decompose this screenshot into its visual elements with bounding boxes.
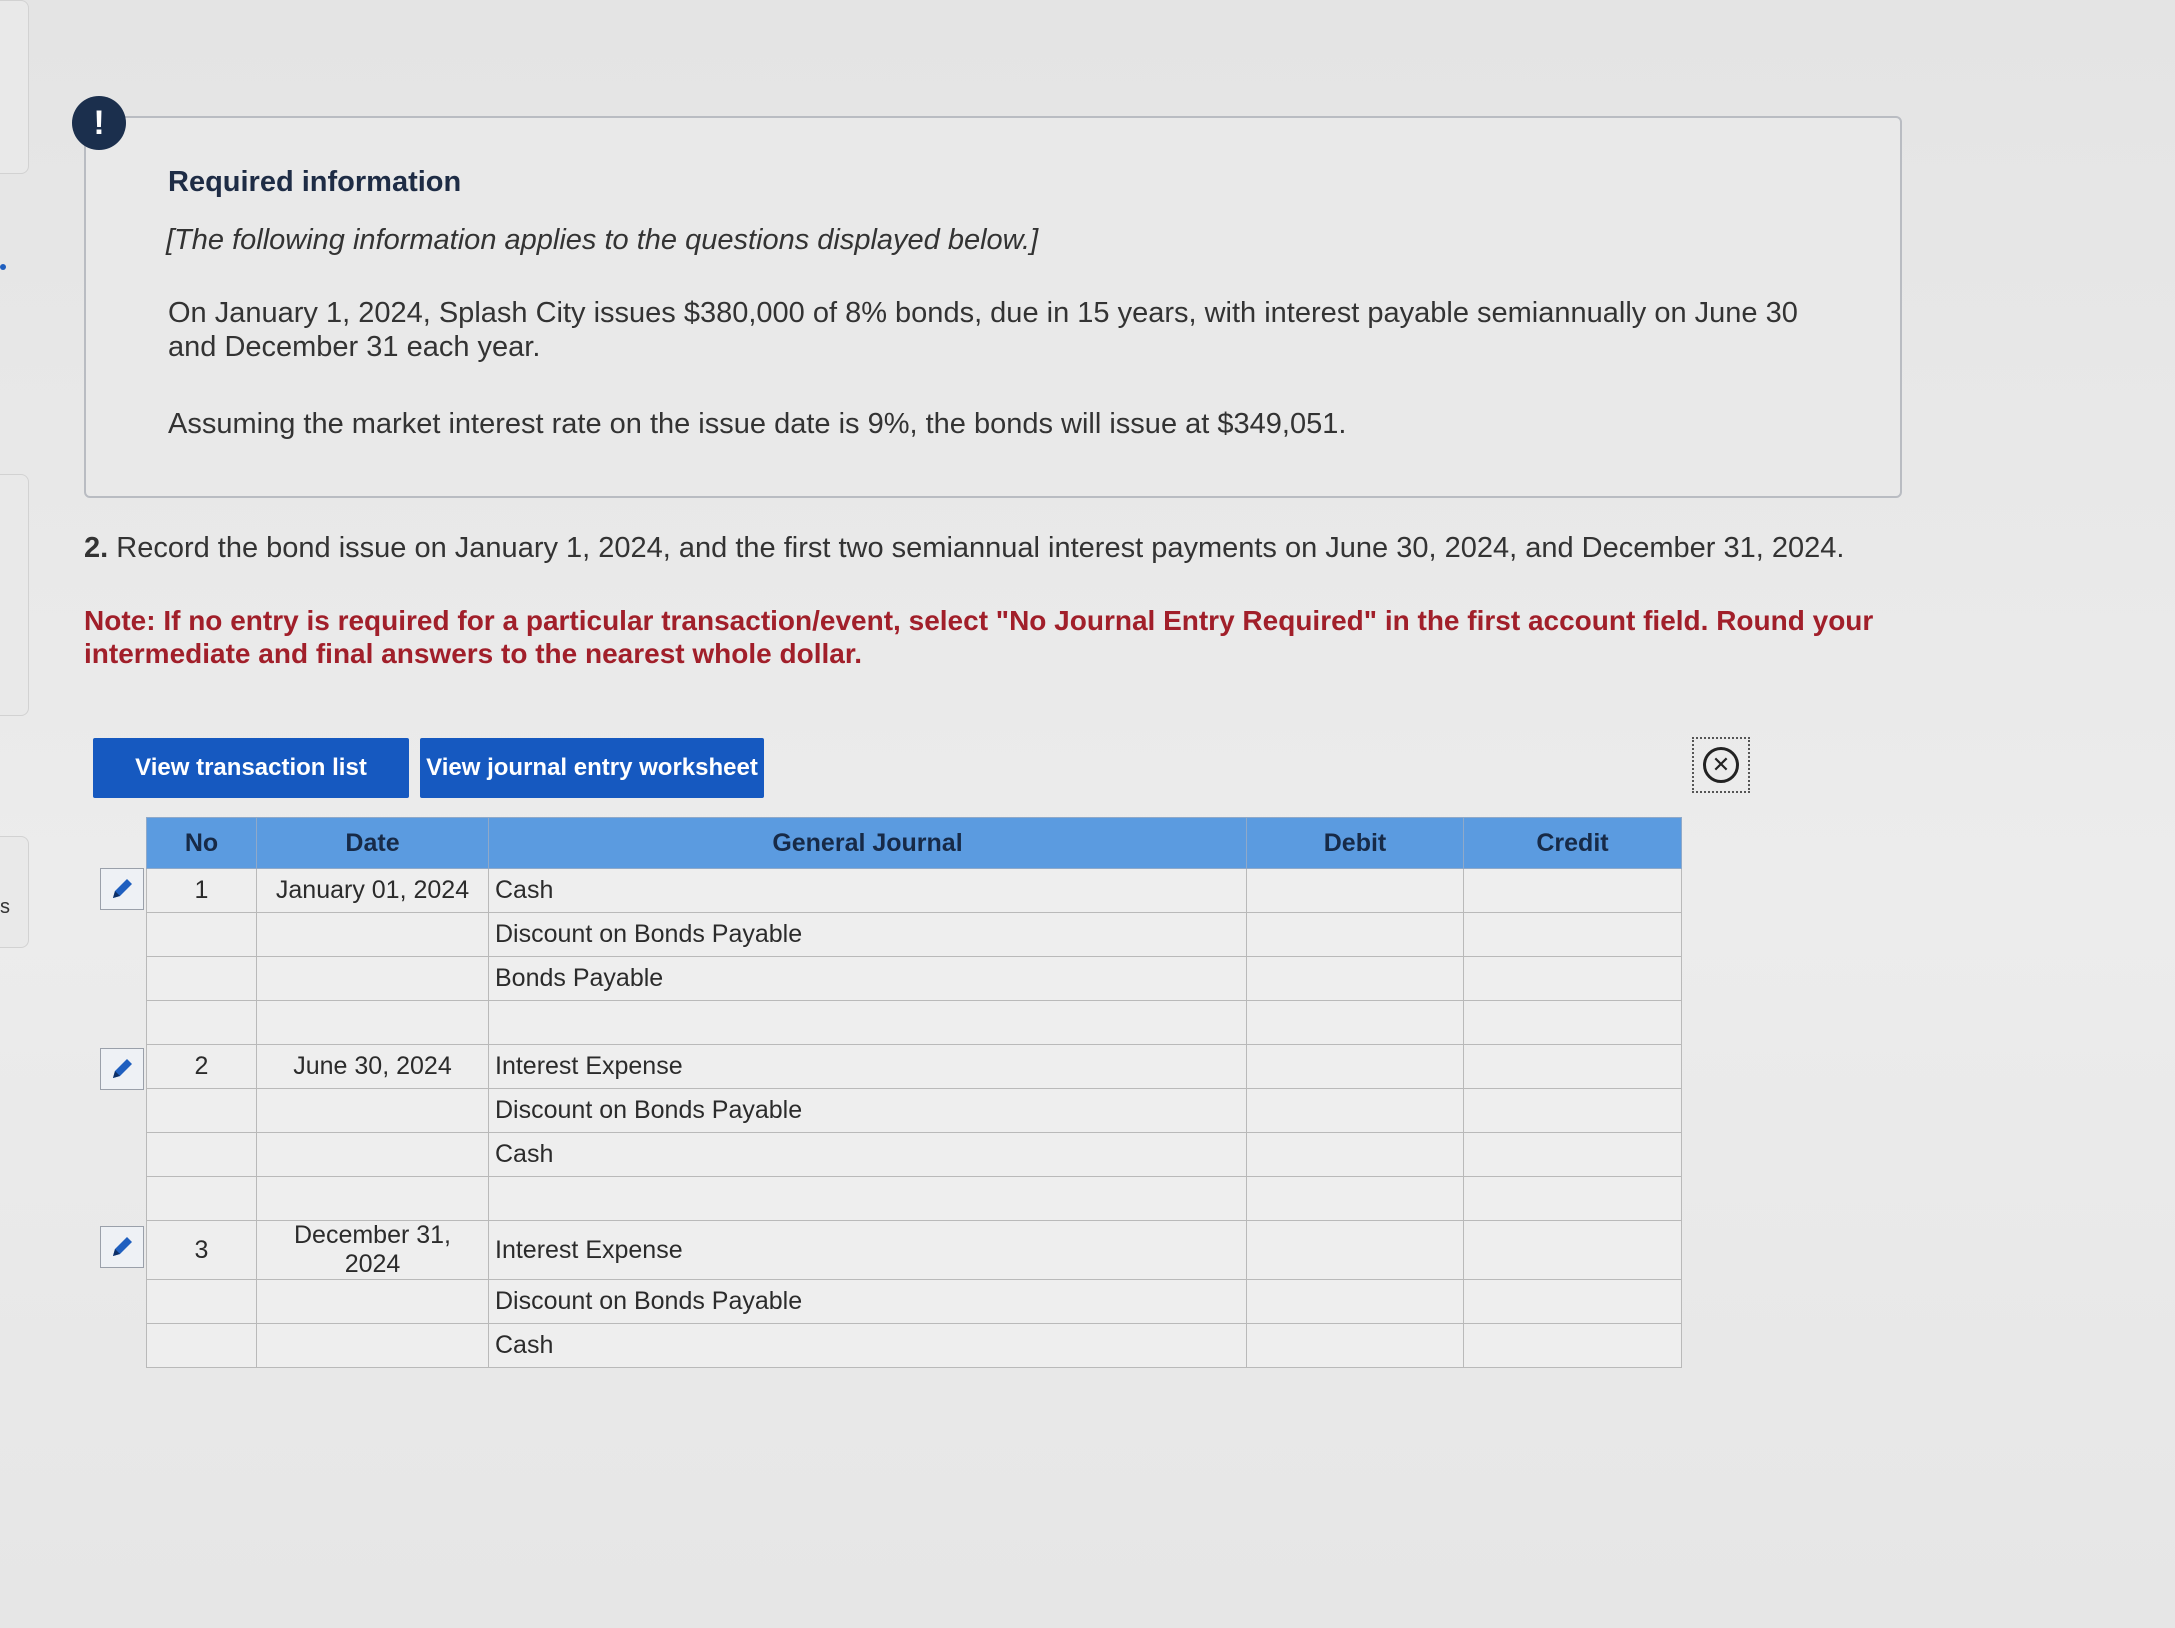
debit-cell[interactable] (1247, 1324, 1464, 1368)
entry-date (257, 1177, 489, 1221)
pencil-icon (107, 1232, 137, 1262)
account-cell[interactable] (489, 1001, 1247, 1045)
header-no: No (147, 818, 257, 869)
account-cell[interactable]: Discount on Bonds Payable (489, 1089, 1247, 1133)
account-cell[interactable]: Cash (489, 1324, 1247, 1368)
table-row (147, 1221, 1682, 1280)
market-rate-text: Assuming the market interest rate on the issue date is 9%, the bonds will issue at $349,051. (168, 408, 1347, 440)
entry-date (257, 957, 489, 1001)
view-journal-entry-worksheet-button[interactable]: View journal entry worksheet (420, 738, 764, 798)
credit-cell[interactable] (1464, 1324, 1682, 1368)
credit-cell[interactable] (1464, 1133, 1682, 1177)
edit-entry-1-button[interactable] (100, 868, 144, 910)
table-row (147, 1001, 1682, 1045)
header-general-journal: General Journal (489, 818, 1247, 869)
credit-cell[interactable] (1464, 1280, 1682, 1324)
credit-cell[interactable] (1464, 1001, 1682, 1045)
entry-date (257, 1324, 489, 1368)
header-credit: Credit (1464, 818, 1682, 869)
entry-number: 2 (147, 1045, 257, 1089)
pencil-icon (107, 1054, 137, 1084)
close-button[interactable] (1692, 737, 1750, 793)
indicator-dot (0, 264, 6, 270)
journal-table (146, 817, 1682, 1368)
close-icon: ✕ (1703, 747, 1739, 783)
entry-number: 1 (147, 869, 257, 913)
question-body: Record the bond issue on January 1, 2024, and the first two semiannual interest payments on June 30, 2024, and December 31, 2024. (116, 532, 1845, 564)
credit-cell[interactable] (1464, 957, 1682, 1001)
entry-number (147, 1133, 257, 1177)
table-row (147, 957, 1682, 1001)
credit-cell[interactable] (1464, 869, 1682, 913)
table-row (147, 1324, 1682, 1368)
account-cell[interactable]: Cash (489, 869, 1247, 913)
entry-number: 3 (147, 1221, 257, 1280)
table-row (147, 913, 1682, 957)
account-cell[interactable]: Discount on Bonds Payable (489, 1280, 1247, 1324)
entry-date: January 01, 2024 (257, 869, 489, 913)
debit-cell[interactable] (1247, 1045, 1464, 1089)
credit-cell[interactable] (1464, 1177, 1682, 1221)
header-debit: Debit (1247, 818, 1464, 869)
edit-entry-2-button[interactable] (100, 1048, 144, 1090)
entry-date (257, 1133, 489, 1177)
bond-details-text: On January 1, 2024, Splash City issues $380,000 of 8% bonds, due in 15 years, with interest payable semiannually on June 30 and December 31 each year. (168, 297, 1798, 363)
credit-cell[interactable] (1464, 1089, 1682, 1133)
entry-date (257, 913, 489, 957)
account-cell[interactable] (489, 1177, 1247, 1221)
view-transaction-list-button[interactable]: View transaction list (93, 738, 409, 798)
table-header-row (147, 818, 1682, 869)
debit-cell[interactable] (1247, 913, 1464, 957)
left-tab[interactable] (0, 0, 29, 174)
debit-cell[interactable] (1247, 1001, 1464, 1045)
edit-entry-3-button[interactable] (100, 1226, 144, 1268)
debit-cell[interactable] (1247, 957, 1464, 1001)
credit-cell[interactable] (1464, 913, 1682, 957)
question-number: 2. (84, 532, 109, 564)
credit-cell[interactable] (1464, 1221, 1682, 1280)
entry-date: December 31, 2024 (257, 1221, 489, 1280)
alert-icon: ! (72, 96, 126, 150)
entry-date (257, 1089, 489, 1133)
account-cell[interactable]: Cash (489, 1133, 1247, 1177)
entry-date (257, 1001, 489, 1045)
debit-cell[interactable] (1247, 1280, 1464, 1324)
table-row (147, 1089, 1682, 1133)
account-cell[interactable]: Discount on Bonds Payable (489, 913, 1247, 957)
table-row (147, 869, 1682, 913)
account-cell[interactable]: Interest Expense (489, 1221, 1247, 1280)
left-tab[interactable] (0, 474, 29, 716)
required-info-title: Required information (168, 166, 462, 198)
debit-cell[interactable] (1247, 1177, 1464, 1221)
account-cell[interactable]: Interest Expense (489, 1045, 1247, 1089)
debit-cell[interactable] (1247, 1221, 1464, 1280)
entry-number (147, 1280, 257, 1324)
debit-cell[interactable] (1247, 1133, 1464, 1177)
question-text (84, 532, 1884, 565)
entry-number (147, 1089, 257, 1133)
entry-number (147, 1177, 257, 1221)
pencil-icon (107, 874, 137, 904)
header-date: Date (257, 818, 489, 869)
debit-cell[interactable] (1247, 1089, 1464, 1133)
account-cell[interactable]: Bonds Payable (489, 957, 1247, 1001)
table-row (147, 1177, 1682, 1221)
credit-cell[interactable] (1464, 1045, 1682, 1089)
required-info-subtitle: [The following information applies to the questions displayed below.] (166, 224, 1039, 256)
question-note: Note: If no entry is required for a particular transaction/event, select "No Journal Entry Required" in the first account field. Round your intermediate and final answers to the nearest whole dollar. (84, 605, 1874, 669)
table-row (147, 1280, 1682, 1324)
left-tab[interactable] (0, 836, 29, 948)
entry-number (147, 1324, 257, 1368)
entry-number (147, 1001, 257, 1045)
entry-date: June 30, 2024 (257, 1045, 489, 1089)
table-row (147, 1133, 1682, 1177)
debit-cell[interactable] (1247, 869, 1464, 913)
entry-date (257, 1280, 489, 1324)
entry-number (147, 913, 257, 957)
table-row (147, 1045, 1682, 1089)
left-edge-letter: s (0, 896, 10, 918)
left-edge-panel (0, 0, 30, 1628)
entry-number (147, 957, 257, 1001)
